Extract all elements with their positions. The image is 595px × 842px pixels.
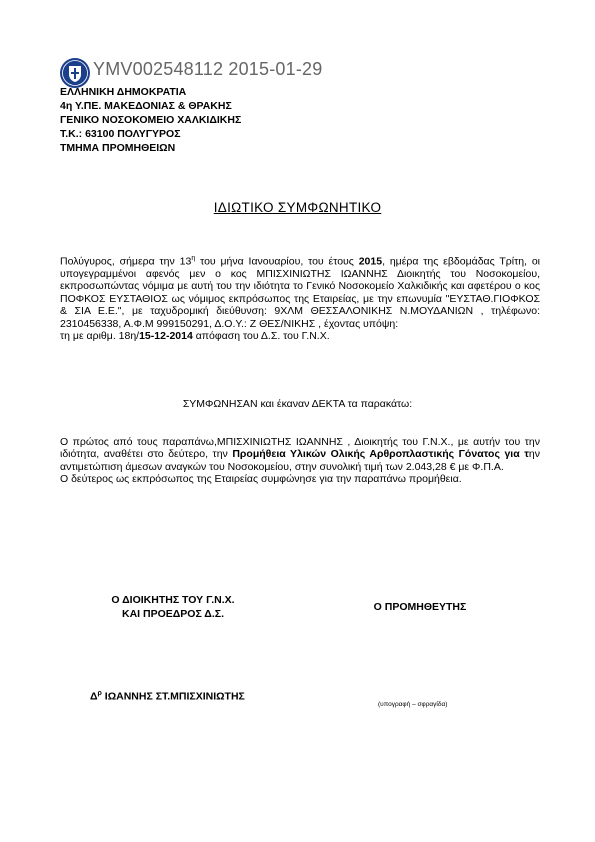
body-text-1: Ο πρώτος από τους παραπάνω,ΜΠΙΣΧΙΝΙΩΤΗΣ ΙΩΑΝΝΗΣ , Διοικητής του Γ.Ν.Χ., με αυτήν του την ιδιότητα, αναθέτει στο δεύτερο, την [60,436,540,461]
intro-text-3: , ημέρα της εβδομάδας Τρίτη, οι υπογεγραμμένοι αφενός μεν ο κος ΜΠΙΣΧΙΝΙΩΤΗΣ ΙΩΑΝΝΗΣ Διοικητής του Νοσοκομείου, εκπροσωπώντας νόμιμα με αυτή του την ιδιότητα το Γενικό Νοσοκομείο Χαλκιδικής και αφετέρου ο κος ΠΟΦΚΟΣ ΕΥΣΤΑΘΙΟΣ ως νόμιμος εκπρόσωπος της Εταιρείας, με την επωνυμία "ΕΥΣΤΑΘ.ΓΙΟΦΚΟΣ & ΣΙΑ Ε.Ε.", με ταχυδρομική διεύθυνση: 9ΧΛΜ ΘΕΣΣΑΛΟΝΙΚΗΣ Ν.ΜΟΥΔΑΝΙΩΝ , τηλέφωνο: 2310456338, Α.Φ.Μ 999150291, Δ.Ο.Υ.: Ζ ΘΕΣ/ΝΙΚΗΣ , έχοντας υπόψη: [60,255,540,330]
signature-director-name [90,687,245,704]
header-line-postal: Τ.Κ.: 63100 ΠΟΛΥΓΥΡΟΣ [60,128,181,140]
header-line-region: 4η Υ.ΠΕ. ΜΑΚΕΔΟΝΙΑΣ & ΘΡΑΚΗΣ [60,100,232,112]
name-sup: ρ [97,690,102,697]
signature-director-line2: ΚΑΙ ΠΡΟΕΔΡΟΣ Δ.Σ. [122,608,224,620]
body-text-2: ην αντιμετώπιση άμεσων αναγκών του Νοσοκομείου, στην συνολική τιμή των 2.043,28 € με Φ.Π.Α. [60,448,540,473]
intro-year: 2015 [358,255,383,268]
name-prefix: Δ [90,690,98,703]
header-line-hospital: ΓΕΝΙΚΟ ΝΟΣΟΚΟΜΕΙΟ ΧΑΛΚΙΔΙΚΗΣ [60,114,242,126]
header-line-country: ΕΛΛΗΝΙΚΗ ΔΗΜΟΚΡΑΤΙΑ [60,86,187,98]
signature-director-line1: Ο ΔΙΟΙΚΗΤΗΣ ΤΟΥ Γ.Ν.Χ. [111,594,235,606]
intro-text-2: του μήνα Ιανουαρίου, του έτους [195,255,359,268]
document-title: ΙΔΙΩΤΙΚΟ ΣΥΜΦΩΝΗΤΙΚΟ [213,200,382,215]
intro-paragraph [60,253,540,342]
decision-date: 15-12-2014 [139,329,193,342]
intro-text-1: Πολύγυρος, σήμερα την 13 [60,255,192,268]
agreed-line: ΣΥΜΦΩΝΗΣΑΝ και έκαναν ΔΕΚΤΑ τα παρακάτω: [182,398,413,410]
body-text-3: Ο δεύτερος ως εκπρόσωπος της Εταιρείας συμφώνησε για την παραπάνω προμήθεια. [60,473,462,486]
intro-text-4: τη με αριθμ. 18η/ [60,329,140,342]
name-text: ΙΩΑΝΝΗΣ ΣΤ.ΜΠΙΣΧΙΝΙΩΤΗΣ [101,690,245,703]
agreement-body [60,436,540,486]
document-id: ΥΜV002548112 2015-01-29 [93,59,323,79]
intro-sup: η [191,255,196,262]
stamp-note: (υπογραφή – σφραγίδα) [378,701,448,708]
greek-coat-of-arms-icon [60,58,90,88]
intro-text-5: απόφαση του Δ.Σ. του Γ.Ν.Χ. [192,329,330,342]
header-line-department: ΤΜΗΜΑ ΠΡΟΜΗΘΕΙΩΝ [60,142,176,154]
signature-supplier-title: Ο ΠΡΟΜΗΘΕΥΤΗΣ [373,601,467,613]
signature-director-title [103,593,243,621]
procurement-subject: Προμήθεια Υλικών Ολικής Αρθροπλαστικής Γόνατος για τ [232,448,529,461]
